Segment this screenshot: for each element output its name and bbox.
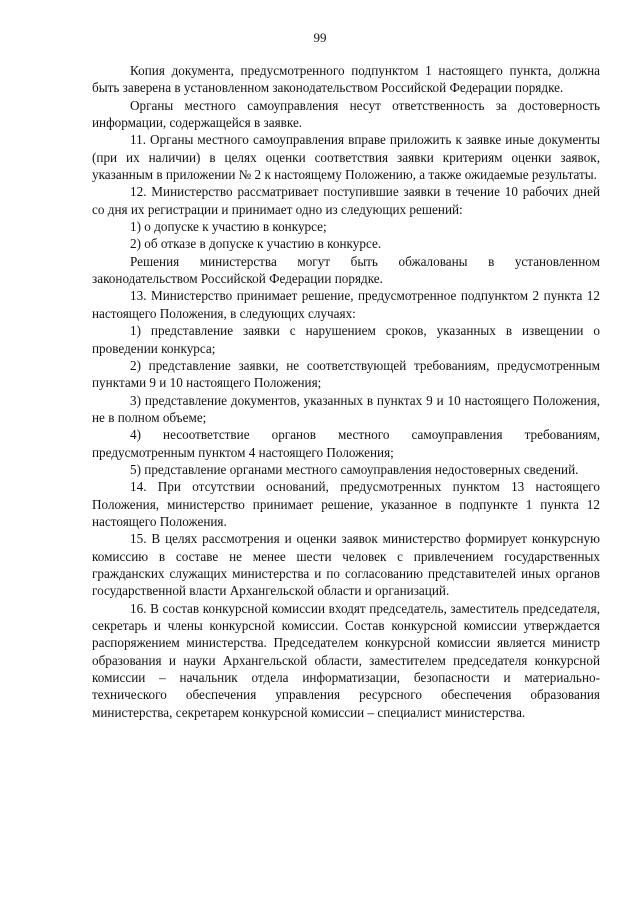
paragraph-item-13-sub-1: 1) представление заявки с нарушением сроков, указанных в извещении о проведении конкурса;	[92, 323, 600, 356]
paragraph-item-13-sub-4: 4) несоответствие органов местного самоуправления требованиям, предусмотренным пунктом 4 настоящего Положения;	[92, 427, 600, 460]
paragraph-item-12: 12. Министерство рассматривает поступившие заявки в течение 10 рабочих дней со дня их регистрации и принимает одно из следующих решений:	[92, 184, 600, 217]
paragraph-item-13-sub-5: 5) представление органами местного самоуправления недостоверных сведений.	[130, 461, 579, 477]
paragraph-item-16: 16. В состав конкурсной комиссии входят председатель, заместитель председателя, секретарь и члены конкурсной комиссии. Состав конкурсной комиссии утверждается распоряжением министерства. Председателем конкурсной комиссии является министр образования и науки Архангельской области, заместителем председателя конкурсной комиссии – начальник отдела информатизации, безопасности и материально-технического обеспечения управления ресурсного обеспечения образования министерства, секретарем конкурсной комиссии – специалист министерства.	[92, 600, 600, 720]
paragraph-item-12-sub-1: 1) о допуске к участию в конкурсе;	[130, 219, 327, 235]
paragraph-item-11: 11. Органы местного самоуправления вправе приложить к заявке иные документы (при их наличии) в целях оценки соответствия заявки критериям оценки заявок, указанным в приложении № 2 к настоящему Положению, а также ожидаемые результаты.	[92, 132, 600, 183]
paragraph-item-15: 15. В целях рассмотрения и оценки заявок министерство формирует конкурсную комиссию в составе не менее шести человек с привлечением государственных гражданских служащих министерства и по согласованию представителей иных органов государственной власти Архангельской области и организаций.	[92, 531, 600, 599]
paragraph-item-13-sub-3: 3) представление документов, указанных в пунктах 9 и 10 настоящего Положения, не в полном объеме;	[92, 392, 600, 425]
paragraph-item-13-sub-2: 2) представление заявки, не соответствующей требованиям, предусмотренным пунктами 9 и 10 настоящего Положения;	[92, 357, 600, 391]
paragraph-document-copy: Копия документа, предусмотренного подпунктом 1 настоящего пункта, должна быть заверена в установленном законодательством Российской Федерации порядке.	[92, 63, 600, 96]
page-number: 99	[313, 30, 327, 45]
document-body	[92, 62, 600, 721]
paragraph-item-12-sub-2: 2) об отказе в допуске к участию в конкурсе.	[130, 236, 382, 252]
paragraph-item-13: 13. Министерство принимает решение, предусмотренное подпунктом 2 пункта 12 настоящего Положения, в следующих случаях:	[92, 288, 600, 321]
paragraph-appeal: Решения министерства могут быть обжалованы в установленном законодательством Российской Федерации порядке.	[92, 253, 600, 287]
paragraph-item-14: 14. При отсутствии оснований, предусмотренных пунктом 13 настоящего Положения, министерство принимает решение, указанное в подпункте 1 пункта 12 настоящего Положения.	[92, 479, 600, 529]
paragraph-responsibility: Органы местного самоуправления несут ответственность за достоверность информации, содержащейся в заявке.	[92, 97, 600, 131]
